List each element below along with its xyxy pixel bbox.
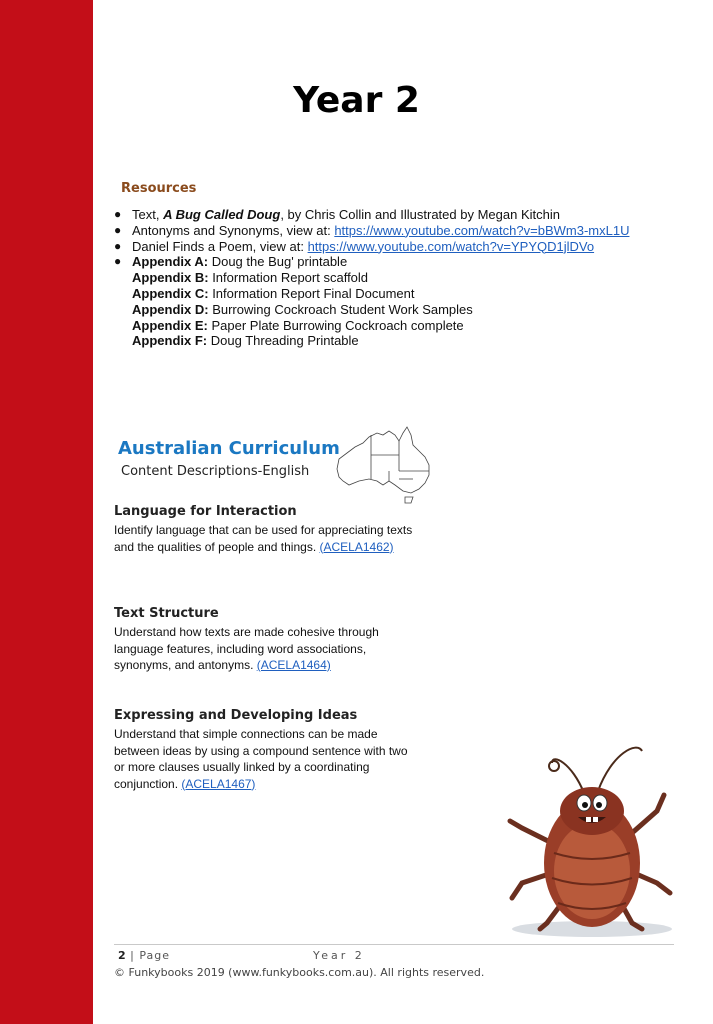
curriculum-subtitle: Content Descriptions-English bbox=[121, 464, 310, 479]
list-item bbox=[114, 223, 674, 239]
section-text-structure bbox=[114, 606, 414, 674]
section-heading: Text Structure bbox=[114, 606, 219, 621]
footer-page-number: 2 | Page bbox=[118, 949, 170, 962]
appendix-item: Appendix F: Doug Threading Printable bbox=[132, 333, 359, 349]
footer-divider bbox=[114, 944, 674, 945]
appendix-item: Appendix B: Information Report scaffold bbox=[132, 270, 369, 286]
curriculum-title: Australian Curriculum bbox=[118, 438, 340, 459]
resource-text-prefix: Daniel Finds a Poem, view at: bbox=[132, 238, 308, 254]
acara-link[interactable]: (ACELA1464) bbox=[256, 658, 331, 672]
acara-link[interactable]: (ACELA1467) bbox=[181, 776, 256, 791]
appendix-list bbox=[132, 254, 674, 349]
list-item bbox=[114, 239, 674, 255]
youtube-link-antonyms[interactable]: https://www.youtube.com/watch?v=bBWm3-mxL1U bbox=[334, 222, 630, 238]
youtube-link-poem[interactable]: https://www.youtube.com/watch?v=YPYQD1jlDVo bbox=[307, 238, 595, 254]
appendix-item: Appendix D: Burrowing Cockroach Student Work Samples bbox=[132, 301, 473, 317]
bullet-icon: ● bbox=[114, 207, 122, 221]
bullet-icon: ● bbox=[114, 254, 122, 269]
section-language-for-interaction bbox=[114, 504, 414, 555]
section-text: Understand how texts are made cohesive through language features, including word associations, synonyms, and antonyms. (ACELA1464) bbox=[114, 625, 379, 672]
section-heading: Language for Interaction bbox=[114, 504, 297, 519]
list-item bbox=[114, 254, 674, 349]
australia-map-icon bbox=[333, 423, 435, 505]
book-title: A Bug Called Doug bbox=[163, 207, 281, 222]
cockroach-illustration bbox=[492, 733, 682, 943]
section-text: Identify language that can be used for appreciating texts and the qualities of people and things. (ACELA1462) bbox=[114, 523, 413, 554]
bullet-icon: ● bbox=[114, 222, 122, 237]
bullet-icon: ● bbox=[114, 238, 122, 253]
resource-text-prefix: Antonyms and Synonyms, view at: bbox=[132, 222, 335, 238]
section-expressing-ideas bbox=[114, 708, 414, 792]
section-heading: Expressing and Developing Ideas bbox=[114, 708, 358, 723]
list-item bbox=[114, 207, 674, 223]
appendix-item: Appendix E: Paper Plate Burrowing Cockroach complete bbox=[132, 317, 464, 333]
acara-link[interactable]: (ACELA1462) bbox=[319, 539, 394, 554]
red-sidebar bbox=[0, 0, 93, 1024]
footer-copyright: © Funkybooks 2019 (www.funkybooks.com.au). All rights reserved. bbox=[114, 966, 485, 979]
resources-list bbox=[114, 207, 674, 349]
appendix-item: Appendix A: Doug the Bug' printable bbox=[132, 254, 348, 270]
resource-text-suffix: , by Chris Collin and Illustrated by Megan Kitchin bbox=[280, 207, 560, 222]
appendix-item: Appendix C: Information Report Final Document bbox=[132, 285, 415, 301]
resource-text-prefix: Text, bbox=[132, 207, 164, 222]
resources-heading: Resources bbox=[121, 181, 197, 196]
section-text: Understand that simple connections can be made between ideas by using a compound sentence with two or more clauses usually linked by a coordinating conjunction. (ACELA1467) bbox=[114, 727, 408, 791]
page-title: Year 2 bbox=[293, 80, 420, 121]
footer-running-title: Year 2 bbox=[313, 949, 365, 962]
